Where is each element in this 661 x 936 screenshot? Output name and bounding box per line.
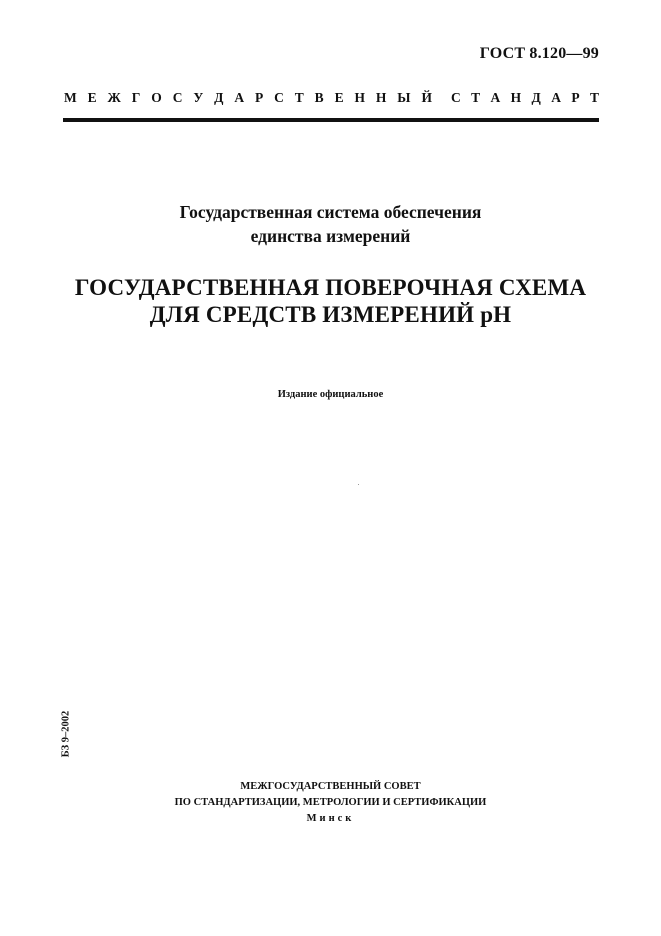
heading-letter: Т xyxy=(589,90,599,105)
publisher-line-2: ПО СТАНДАРТИЗАЦИИ, МЕТРОЛОГИИ И СЕРТИФИКАЦИИ xyxy=(174,797,487,808)
heading-letter: О xyxy=(151,90,162,105)
edition-note: Издание официальное xyxy=(277,389,384,400)
publisher-line-1: МЕЖГОСУДАРСТВЕННЫЙ СОВЕТ xyxy=(240,781,421,792)
series-title xyxy=(0,200,661,248)
heading-letter: М xyxy=(64,90,77,105)
heading-letter: Т xyxy=(294,90,304,105)
heading-letter: С xyxy=(451,90,461,105)
heading-letter: А xyxy=(551,90,561,105)
heading-letter: А xyxy=(490,90,501,105)
heading-letter: Р xyxy=(254,90,264,105)
heading-letter: Н xyxy=(354,90,365,105)
print-speck xyxy=(358,484,359,485)
heading-letter: Н xyxy=(375,90,387,105)
heading-letter: Д xyxy=(531,90,541,105)
heading-letter: А xyxy=(234,90,245,105)
heading-letter: Ы xyxy=(397,90,411,105)
heading-letter: С xyxy=(274,90,284,105)
main-title xyxy=(0,274,661,328)
heading-letter: Ж xyxy=(107,90,121,105)
standard-kind-word-interstate xyxy=(64,90,432,106)
standard-kind-word-standard xyxy=(451,90,599,106)
heading-letter: Е xyxy=(87,90,97,105)
heading-letter: Н xyxy=(510,90,522,105)
heading-letter: С xyxy=(172,90,183,105)
heading-letter: Д xyxy=(214,90,224,105)
heading-letter: Й xyxy=(421,90,432,105)
standard-kind-heading xyxy=(64,90,599,106)
heading-letter: В xyxy=(314,90,324,105)
heading-letter: Р xyxy=(571,90,580,105)
document-number: ГОСТ 8.120—99 xyxy=(479,45,599,62)
publisher-block xyxy=(0,779,661,827)
side-code-text: БЗ 9–2002 xyxy=(60,710,72,758)
publisher-city: Минск xyxy=(306,813,355,824)
heading-letter: Г xyxy=(131,90,141,105)
heading-letter: Е xyxy=(334,90,344,105)
series-title-line-2: единства измерений xyxy=(250,226,411,246)
heading-letter: Т xyxy=(471,90,481,105)
main-title-line-1: ГОСУДАРСТВЕННАЯ ПОВЕРОЧНАЯ СХЕМА xyxy=(74,275,587,300)
header-rule xyxy=(63,118,599,122)
heading-letter: У xyxy=(193,90,204,105)
series-title-line-1: Государственная система обеспечения xyxy=(179,202,482,222)
main-title-line-2: ДЛЯ СРЕДСТВ ИЗМЕРЕНИЙ рН xyxy=(149,302,512,327)
